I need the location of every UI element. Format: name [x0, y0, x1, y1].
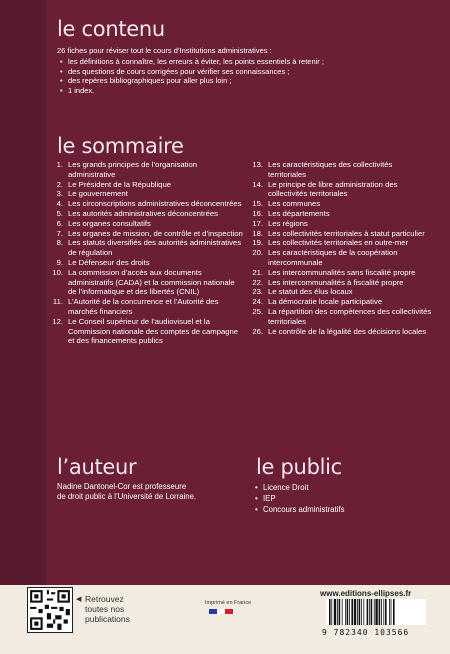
auteur-heading: l’auteur [57, 455, 137, 479]
public-item: • IEP [252, 493, 422, 504]
toc-item: 21. Les intercommunalités sans fiscalité propre [252, 267, 416, 277]
barcode-bar [342, 599, 343, 625]
flag-red [225, 609, 233, 614]
toc-item: 6. Les organes consultatifs [56, 218, 151, 228]
barcode-bar [367, 599, 369, 625]
barcode-bar [331, 599, 332, 625]
toc-item: 15. Les communes [252, 199, 321, 209]
contenu-item: • des questions de cours corrigées pour vérifier ses connaissances ; [57, 67, 427, 77]
barcode-bar [385, 599, 387, 625]
barcode-bar [383, 599, 384, 625]
toc-item: 10. La commission d’accès aux documents administratifs (CADA) et la commission nationale de l’informatique et des libertés (CNIL) [52, 267, 235, 297]
barcode-bar [334, 599, 336, 625]
barcode-icon [326, 599, 426, 625]
barcode-bar [345, 599, 346, 625]
qr-code-icon[interactable] [27, 587, 73, 633]
toc-item: 1. Les grands principes de l’organisation administrative [56, 160, 198, 179]
toc-item: 3. Le gouvernement [56, 189, 128, 199]
toc-item: 25. La répartition des compétences des collectivités territoriales [252, 306, 432, 326]
isbn: 9 782340 103566 [322, 628, 410, 637]
barcode-bar [393, 599, 395, 625]
qr-caption-line: Retrouvez [85, 594, 124, 604]
barcode-bar [369, 599, 370, 625]
left-stripe [0, 0, 46, 585]
qr-caption-line: publications [85, 614, 130, 624]
sommaire-left-list [50, 160, 244, 346]
barcode-bar [361, 599, 362, 625]
barcode-bar [363, 599, 364, 625]
triangle-left-icon: ◀ [76, 596, 82, 603]
toc-item: 14. Le principe de libre administration des collectivités territoriales [252, 179, 398, 199]
contenu-item: • 1 index. [57, 86, 427, 96]
toc-item: 8. Les statuts diversifiés des autorités administratives de régulation [56, 238, 242, 258]
contenu-intro: 26 fiches pour réviser tout le cours d’Institutions administratives : [57, 46, 272, 55]
barcode-bar [351, 599, 353, 625]
auteur-text [57, 482, 247, 502]
barcode-bar [379, 599, 381, 625]
barcode-bar [339, 599, 341, 625]
barcode-bar [357, 599, 358, 625]
toc-item: 22. Les intercommunalités à fiscalité propre [252, 277, 404, 287]
toc-item: 17. Les régions [252, 218, 308, 228]
toc-item: 18. Les collectivités territoriales à statut particulier [252, 228, 425, 238]
toc-item: 2. Le Président de la République [56, 179, 172, 189]
barcode-bar [359, 599, 361, 625]
toc-item: 23. Le statut des élus locaux [252, 287, 353, 297]
auteur-line: de droit public à l’Université de Lorraine. [57, 492, 197, 501]
barcode-bar [389, 599, 390, 625]
toc-item: 12. Le Conseil supérieur de l’audiovisuel et la Commission nationale des comptes de campagne et des financements publics [52, 316, 239, 346]
barcode-bar [374, 599, 375, 625]
toc-item: 5. Les autorités administratives déconcentrées [56, 208, 218, 218]
barcode-bar [354, 599, 356, 625]
public-list [252, 482, 422, 515]
toc-item: 16. Les départements [252, 208, 330, 218]
flag-blue [209, 609, 217, 614]
barcode-bar [329, 599, 331, 625]
sommaire-heading: le sommaire [57, 134, 184, 158]
barcode-bar [375, 599, 377, 625]
publisher-url[interactable]: www.editions-ellipses.fr [320, 589, 412, 598]
toc-item: 4. Les circonscriptions administratives déconcentrées [56, 199, 242, 209]
barcode-bar [391, 599, 392, 625]
barcode-bar [347, 599, 349, 625]
qr-caption-line: toutes nos [85, 604, 125, 614]
public-item: • Concours administratifs [252, 504, 422, 515]
public-heading: le public [256, 455, 342, 479]
qr-caption [78, 594, 130, 624]
barcode-bar [381, 599, 382, 625]
flag-white [217, 609, 225, 614]
public-item: • Licence Droit [252, 482, 422, 493]
sommaire-right-list [250, 160, 432, 336]
contenu-list [57, 57, 427, 95]
printed-in-france: Imprimé en France [205, 600, 252, 606]
barcode-bar [371, 599, 373, 625]
toc-item: 20. Les caractéristiques de la coopération intercommunale [252, 248, 398, 267]
contenu-heading: le contenu [57, 17, 165, 41]
toc-item: 7. Les organes de mission, de contrôle et d’inspection [56, 228, 243, 238]
toc-item: 19. Les collectivités territoriales en outre-mer [252, 238, 409, 248]
contenu-item: • les définitions à connaître, les erreurs à éviter, les points essentiels à retenir ; [57, 57, 427, 67]
toc-item: 11. L’Autorité de la concurrence et l’Autorité des marchés financiers [52, 297, 219, 316]
barcode-bar [337, 599, 338, 625]
toc-item: 13. Les caractéristiques des collectivités territoriales [252, 160, 393, 179]
french-flag-icon [209, 609, 233, 614]
auteur-line: Nadine Dantonel-Cor est professeure [57, 482, 187, 491]
barcode-graphic [326, 599, 426, 625]
barcode-bar [349, 599, 350, 625]
contenu-item: • des repères bibliographiques pour aller plus loin ; [57, 76, 427, 86]
toc-item: 26. Le contrôle de la légalité des décisions locales [252, 326, 427, 336]
toc-item: 9. Le Défenseur des droits [56, 257, 150, 267]
toc-item: 24. La démocratie locale participative [252, 297, 383, 307]
qr-code-graphic [28, 588, 72, 632]
